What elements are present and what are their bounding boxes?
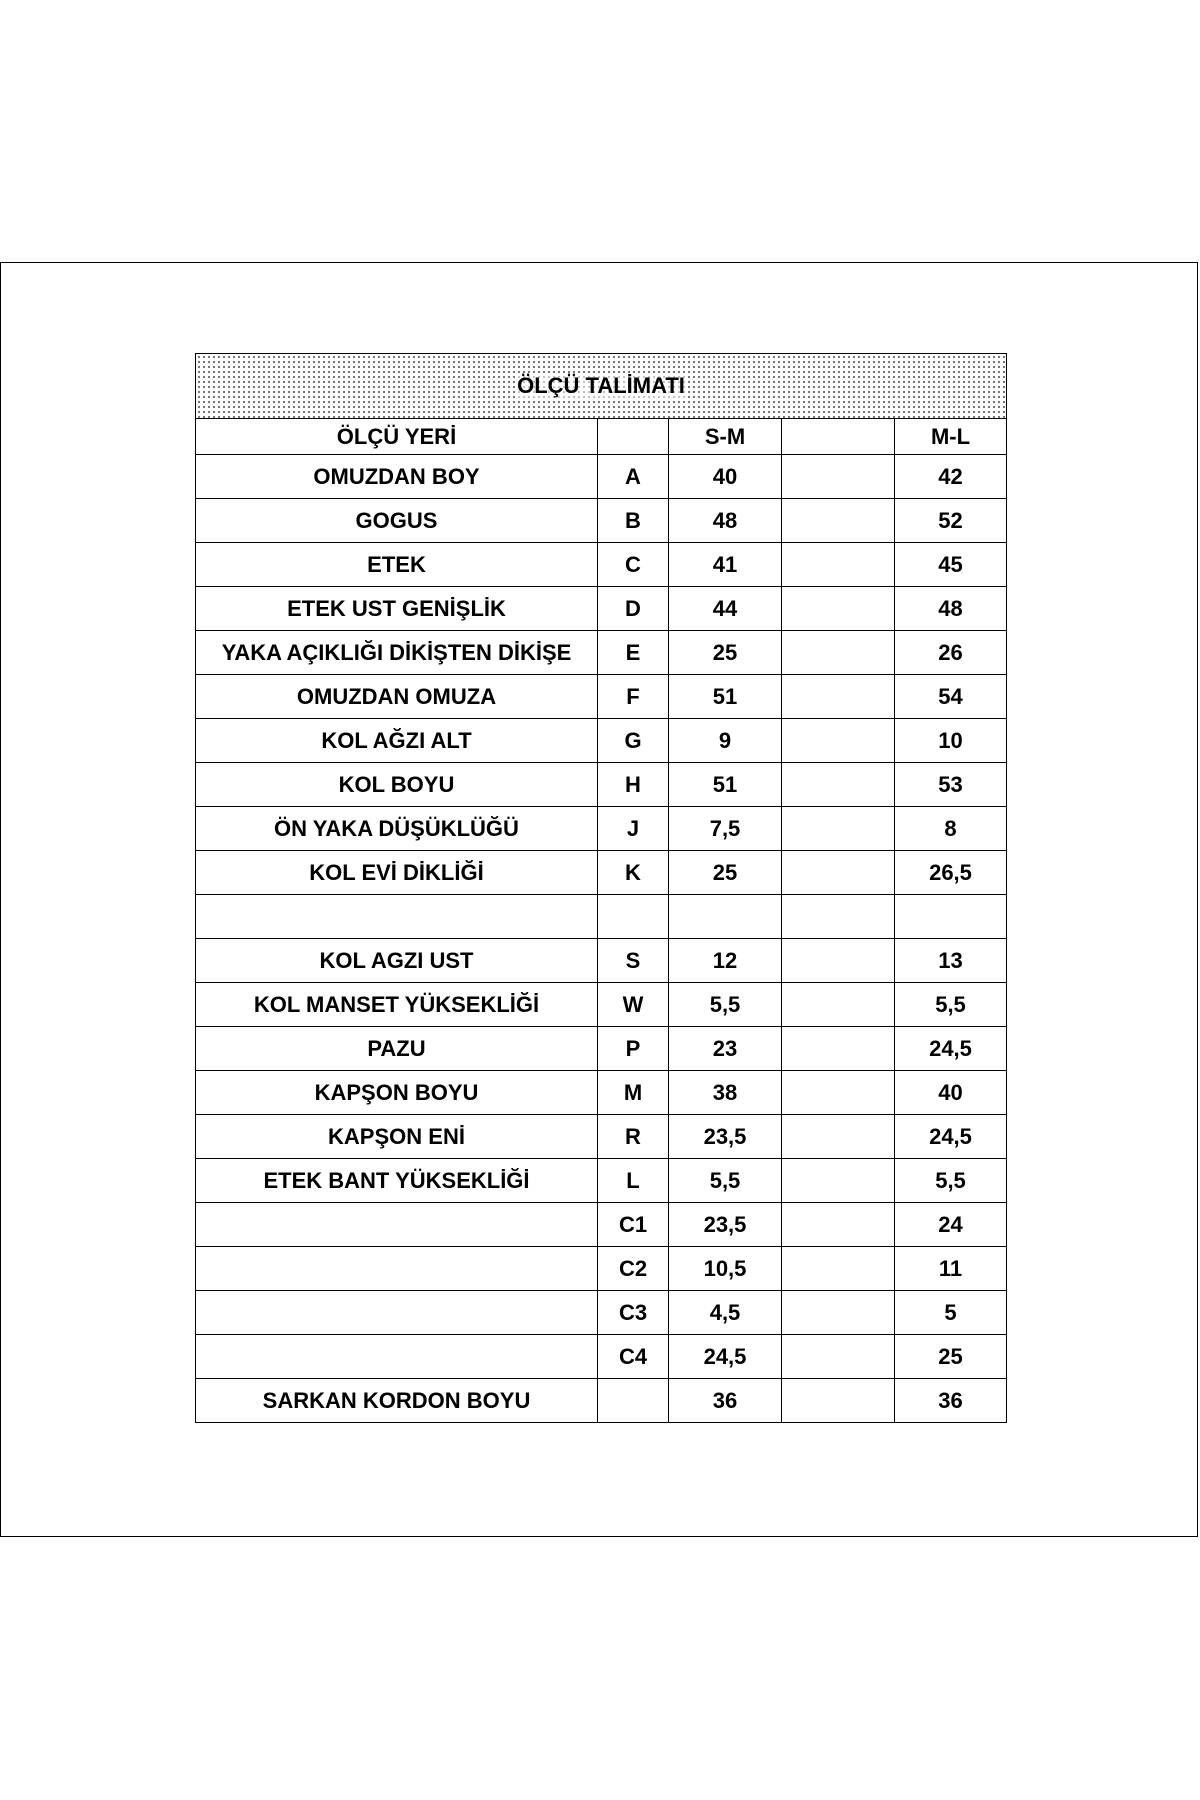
measurement-label [196, 895, 598, 939]
measurement-code [598, 895, 669, 939]
table-row [196, 1159, 1007, 1203]
measurement-code: M [598, 1071, 669, 1115]
header-size-sm: S-M [669, 419, 782, 455]
value-sm: 5,5 [669, 1159, 782, 1203]
measurement-code: F [598, 675, 669, 719]
measurement-label: KOL BOYU [196, 763, 598, 807]
measurement-code: E [598, 631, 669, 675]
measurement-label: ETEK UST GENİŞLİK [196, 587, 598, 631]
value-ml: 52 [895, 499, 1007, 543]
blank-cell [782, 1027, 895, 1071]
measurement-label: KOL MANSET YÜKSEKLİĞİ [196, 983, 598, 1027]
value-ml: 25 [895, 1335, 1007, 1379]
measurement-code: B [598, 499, 669, 543]
value-ml: 5,5 [895, 983, 1007, 1027]
blank-cell [782, 1335, 895, 1379]
table-row [196, 543, 1007, 587]
value-ml: 45 [895, 543, 1007, 587]
value-sm: 41 [669, 543, 782, 587]
table-row [196, 1247, 1007, 1291]
blank-cell [782, 719, 895, 763]
value-ml: 42 [895, 455, 1007, 499]
blank-cell [782, 499, 895, 543]
measurement-label [196, 1247, 598, 1291]
value-ml: 13 [895, 939, 1007, 983]
measurement-code: S [598, 939, 669, 983]
value-sm: 38 [669, 1071, 782, 1115]
measurement-code: C [598, 543, 669, 587]
measurement-label: PAZU [196, 1027, 598, 1071]
value-ml: 36 [895, 1379, 1007, 1423]
table-row [196, 1379, 1007, 1423]
value-ml: 11 [895, 1247, 1007, 1291]
value-sm: 12 [669, 939, 782, 983]
header-size-ml: M-L [895, 419, 1007, 455]
value-ml: 54 [895, 675, 1007, 719]
blank-cell [782, 1071, 895, 1115]
header-blank [782, 419, 895, 455]
blank-cell [782, 851, 895, 895]
measurement-code: C4 [598, 1335, 669, 1379]
value-sm: 51 [669, 675, 782, 719]
blank-cell [782, 1379, 895, 1423]
table-row [196, 455, 1007, 499]
measurement-label: OMUZDAN BOY [196, 455, 598, 499]
value-ml: 10 [895, 719, 1007, 763]
table-row [196, 719, 1007, 763]
measurement-code [598, 1379, 669, 1423]
blank-cell [782, 543, 895, 587]
size-chart-table [195, 353, 1007, 1423]
measurement-label [196, 1203, 598, 1247]
blank-cell [782, 1115, 895, 1159]
measurement-code: L [598, 1159, 669, 1203]
measurement-label: ÖN YAKA DÜŞÜKLÜĞÜ [196, 807, 598, 851]
measurement-code: K [598, 851, 669, 895]
table-row [196, 587, 1007, 631]
value-sm [669, 895, 782, 939]
table-title: ÖLÇÜ TALİMATI [517, 373, 685, 398]
blank-cell [782, 1203, 895, 1247]
table-row [196, 895, 1007, 939]
table-row [196, 1115, 1007, 1159]
measurement-label: KOL AĞZI ALT [196, 719, 598, 763]
header-row [196, 419, 1007, 455]
table-row [196, 1027, 1007, 1071]
measurement-label: KOL AGZI UST [196, 939, 598, 983]
blank-cell [782, 1291, 895, 1335]
header-label: ÖLÇÜ YERİ [196, 419, 598, 455]
table-row [196, 1071, 1007, 1115]
value-sm: 9 [669, 719, 782, 763]
measurement-code: C2 [598, 1247, 669, 1291]
measurement-label: KOL EVİ DİKLİĞİ [196, 851, 598, 895]
value-sm: 25 [669, 631, 782, 675]
value-ml: 48 [895, 587, 1007, 631]
value-ml: 8 [895, 807, 1007, 851]
value-ml: 26,5 [895, 851, 1007, 895]
value-ml: 24,5 [895, 1027, 1007, 1071]
table-row [196, 1291, 1007, 1335]
value-sm: 40 [669, 455, 782, 499]
value-ml: 40 [895, 1071, 1007, 1115]
value-ml: 5,5 [895, 1159, 1007, 1203]
value-ml: 53 [895, 763, 1007, 807]
value-sm: 36 [669, 1379, 782, 1423]
measurement-label: ETEK BANT YÜKSEKLİĞİ [196, 1159, 598, 1203]
table-row [196, 1203, 1007, 1247]
measurement-code: C3 [598, 1291, 669, 1335]
measurement-code: A [598, 455, 669, 499]
measurement-label [196, 1291, 598, 1335]
blank-cell [782, 1247, 895, 1291]
blank-cell [782, 631, 895, 675]
table-row [196, 1335, 1007, 1379]
blank-cell [782, 939, 895, 983]
value-sm: 7,5 [669, 807, 782, 851]
measurement-label: SARKAN KORDON BOYU [196, 1379, 598, 1423]
value-ml [895, 895, 1007, 939]
value-sm: 25 [669, 851, 782, 895]
table-row [196, 807, 1007, 851]
table-row [196, 675, 1007, 719]
measurement-code: H [598, 763, 669, 807]
table-row [196, 983, 1007, 1027]
value-sm: 51 [669, 763, 782, 807]
blank-cell [782, 763, 895, 807]
measurement-label: GOGUS [196, 499, 598, 543]
value-sm: 23,5 [669, 1115, 782, 1159]
value-sm: 44 [669, 587, 782, 631]
measurement-code: J [598, 807, 669, 851]
value-ml: 24,5 [895, 1115, 1007, 1159]
measurement-code: R [598, 1115, 669, 1159]
measurement-label [196, 1335, 598, 1379]
value-ml: 26 [895, 631, 1007, 675]
blank-cell [782, 1159, 895, 1203]
blank-cell [782, 895, 895, 939]
measurement-label: ETEK [196, 543, 598, 587]
value-ml: 5 [895, 1291, 1007, 1335]
title-row [196, 354, 1007, 419]
value-sm: 5,5 [669, 983, 782, 1027]
blank-cell [782, 587, 895, 631]
value-sm: 10,5 [669, 1247, 782, 1291]
value-sm: 48 [669, 499, 782, 543]
measurement-code: P [598, 1027, 669, 1071]
table-row [196, 499, 1007, 543]
measurement-label: KAPŞON ENİ [196, 1115, 598, 1159]
value-sm: 4,5 [669, 1291, 782, 1335]
measurement-code: G [598, 719, 669, 763]
table-title-cell [196, 354, 1007, 419]
value-sm: 23,5 [669, 1203, 782, 1247]
measurement-label: YAKA AÇIKLIĞI DİKİŞTEN DİKİŞE [196, 631, 598, 675]
value-sm: 24,5 [669, 1335, 782, 1379]
table-row [196, 939, 1007, 983]
measurement-label: KAPŞON BOYU [196, 1071, 598, 1115]
measurement-code: D [598, 587, 669, 631]
blank-cell [782, 807, 895, 851]
measurement-label: OMUZDAN OMUZA [196, 675, 598, 719]
table-row [196, 763, 1007, 807]
table-row [196, 631, 1007, 675]
header-code [598, 419, 669, 455]
blank-cell [782, 455, 895, 499]
blank-cell [782, 675, 895, 719]
value-sm: 23 [669, 1027, 782, 1071]
measurement-code: W [598, 983, 669, 1027]
value-ml: 24 [895, 1203, 1007, 1247]
table-row [196, 851, 1007, 895]
measurement-code: C1 [598, 1203, 669, 1247]
blank-cell [782, 983, 895, 1027]
